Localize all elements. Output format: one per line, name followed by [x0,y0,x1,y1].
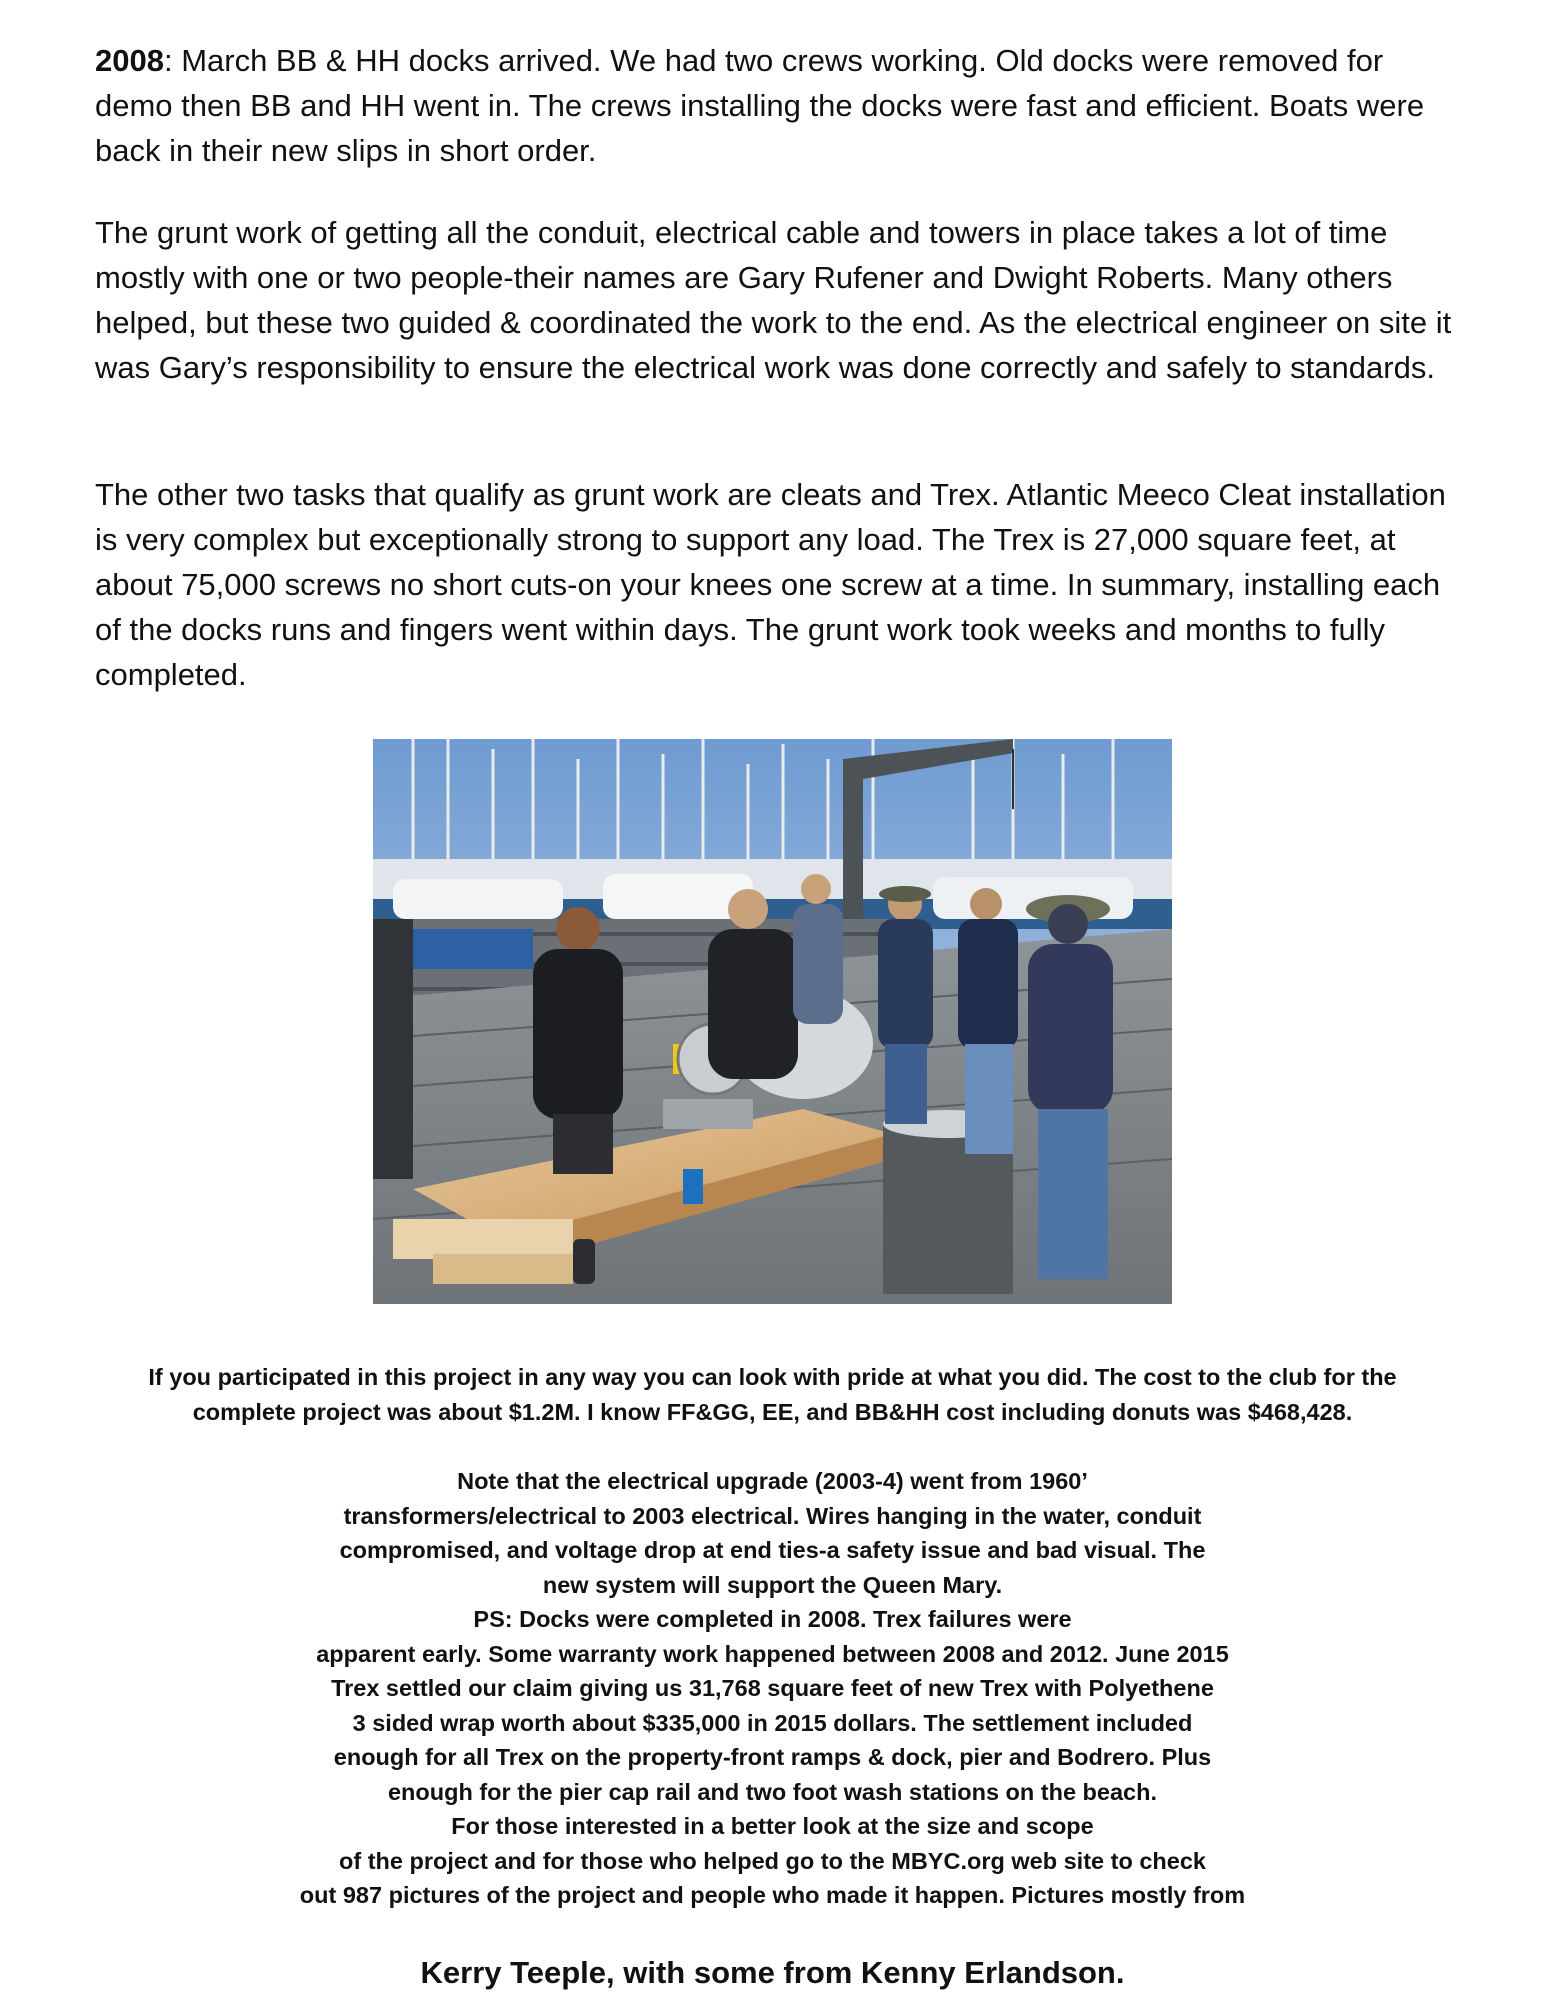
note-line: compromised, and voltage drop at end ties-a safety issue and bad visual. The [339,1537,1206,1563]
note-line: PS: Docks were completed in 2008. Trex failures were [473,1606,1072,1632]
note-line: apparent early. Some warranty work happened between 2008 and 2012. June 2015 [316,1640,1229,1667]
signature-text: Kerry Teeple, with some from Kenny Erlandson. [420,1955,1125,1990]
note-line: enough for all Trex on the property-front ramps & dock, pier and Bodrero. Plus [333,1744,1212,1770]
note-line: new system will support the Queen Mary. [542,1571,1003,1598]
note-line: 3 sided wrap worth about $335,000 in 2015 dollars. The settlement included [352,1709,1193,1736]
paragraph-cleats-trex: The other two tasks that qualify as grunt work are cleats and Trex. Atlantic Meeco Cleat installation is very complex but exceptionally strong to support any load. The Trex is 27,000 square feet, at about 75,000 screws no short cuts-on your knees one screw at a time. In summary, installing each of the docks runs and fingers went within days. The grunt work took weeks and months to fully completed. [95,477,1446,692]
cost-summary-line: complete project was about $1.2M. I know FF&GG, EE, and BB&HH cost including donuts was $468,428. [192,1398,1353,1425]
year-label: 2008 [95,43,164,78]
note-line: Note that the electrical upgrade (2003-4) went from 1960’ [457,1468,1088,1494]
dock-work-photo [373,739,1172,1304]
note-line: out 987 pictures of the project and people who made it happen. Pictures mostly from [299,1882,1246,1908]
note-line: Trex settled our claim giving us 31,768 square feet of new Trex with Polyethene [331,1675,1214,1701]
photo-credit-signature [0,1954,1545,1992]
electrical-note [60,1464,1485,1913]
note-line: transformers/electrical to 2003 electrical. Wires hanging in the water, conduit [343,1502,1202,1529]
paragraph-electrical-work: The grunt work of getting all the conduit, electrical cable and towers in place takes a lot of time mostly with one or two people-their names are Gary Rufener and Dwight Roberts. Many others helped, but these two guided & coordinated the work to the end. As the electrical engineer on site it was Gary’s responsibility to ensure the electrical work was done correctly and safely to standards. [95,215,1452,385]
note-line: enough for the pier cap rail and two foot wash stations on the beach. [387,1778,1158,1805]
note-line: For those interested in a better look at the size and scope [451,1813,1094,1839]
paragraph-dock-arrival [95,38,1465,173]
paragraph-dock-arrival-text: : March BB & HH docks arrived. We had two crews working. Old docks were removed for demo then BB and HH went in. The crews installing the docks were fast and efficient. Boats were back in their new slips in short order. [95,43,1425,168]
cost-summary-line: If you participated in this project in any way you can look with pride at what you did. The cost to the club for the [148,1364,1397,1390]
cost-summary [60,1360,1485,1429]
note-line: of the project and for those who helped go to the MBYC.org web site to check [339,1847,1206,1874]
